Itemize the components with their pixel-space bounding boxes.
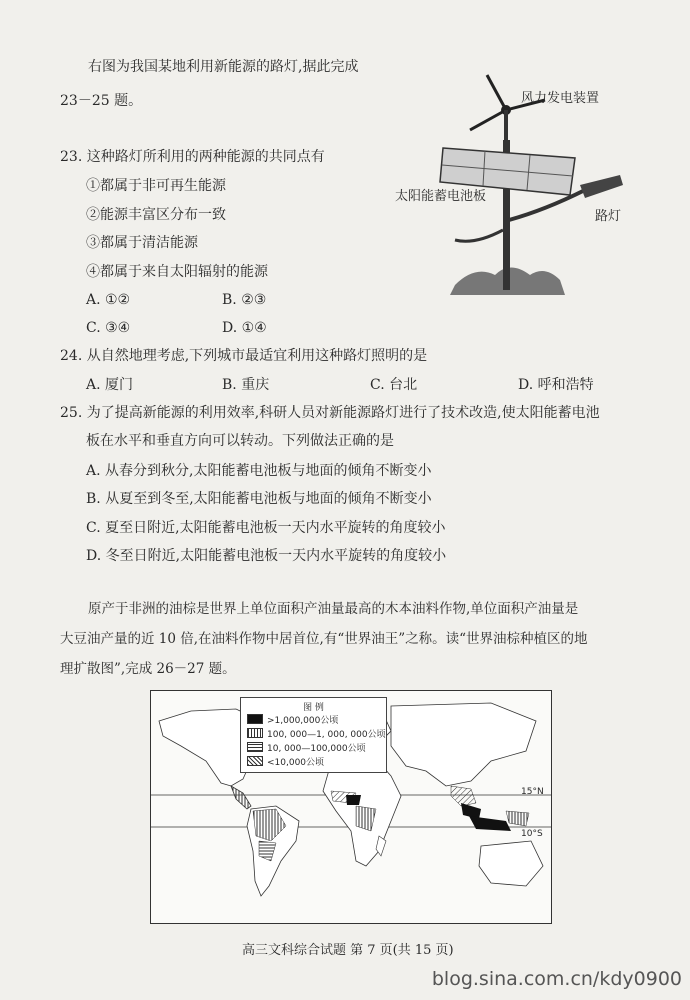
turbine-blade-2 — [470, 110, 506, 130]
q24-option-d: D. 呼和浩特 — [518, 377, 594, 393]
q23-option-c: C. ③④ — [86, 320, 131, 336]
legend-label-2: 100, 000—1, 000, 000公顷 — [267, 729, 386, 740]
passage-line-3: 理扩散图”,完成 26－27 题。 — [60, 661, 236, 677]
q23-stem: 23. 这种路灯所利用的两种能源的共同点有 — [60, 149, 325, 165]
australia — [479, 841, 543, 886]
q23-item-4: ④都属于来自太阳辐射的能源 — [86, 264, 268, 280]
legend-row-4 — [247, 755, 324, 767]
central-america — [231, 786, 251, 809]
street-lamp-illustration — [395, 70, 645, 295]
southeast-asia-plantation — [451, 786, 476, 806]
q25-stem-line-1: 25. 为了提高新能源的利用效率,科研人员对新能源路灯进行了技术改造,使太阳能蓄电池 — [60, 405, 600, 421]
passage-line-1: 原产于非洲的油棕是世界上单位面积产油量最高的木本油料作物,单位面积产油量是 — [88, 601, 579, 617]
legend-swatch-solid — [247, 714, 263, 724]
q23-option-d: D. ①④ — [222, 320, 267, 336]
q23-option-a: A. ①② — [86, 292, 131, 308]
legend-title: 图 例 — [303, 703, 324, 713]
q24-option-b: B. 重庆 — [222, 377, 270, 393]
q23-item-3: ③都属于清洁能源 — [86, 235, 198, 251]
lamp-arm — [509, 190, 585, 220]
legend-swatch-vertical — [247, 728, 263, 738]
turbine-blade-1 — [487, 75, 506, 110]
lat-10s-label: 10°S — [521, 829, 543, 839]
q25-option-a: A. 从春分到秋分,太阳能蓄电池板与地面的倾角不断变小 — [86, 463, 432, 479]
legend-row-2 — [247, 727, 386, 739]
lat-15n-label: 15°N — [521, 787, 544, 797]
legend-row-3 — [247, 741, 366, 753]
nigeria-plantation — [346, 795, 361, 805]
lamp-arm-decor — [455, 230, 503, 241]
q25-option-c: C. 夏至日附近,太阳能蓄电池板一天内水平旋转的角度较小 — [86, 520, 446, 536]
legend-label-3: 10, 000—100,000公顷 — [267, 743, 366, 754]
legend-label-4: <10,000公顷 — [267, 757, 325, 768]
indonesia-plantation — [469, 816, 511, 831]
intro-line-1: 右图为我国某地利用新能源的路灯,据此完成 — [88, 59, 359, 75]
q23-item-2: ②能源丰富区分布一致 — [86, 207, 226, 223]
legend-label-1: >1,000,000公顷 — [267, 715, 339, 726]
blog-watermark: blog.sina.com.cn/kdy0900 — [431, 968, 682, 990]
q25-option-d: D. 冬至日附近,太阳能蓄电池板一天内水平旋转的角度较小 — [86, 548, 447, 564]
passage-line-2: 大豆油产量的近 10 倍,在油料作物中居首位,有“世界油王”之称。读“世界油棕种植区的地 — [60, 631, 588, 647]
q24-stem: 24. 从自然地理考虑,下列城市最适宜利用这种路灯照明的是 — [60, 348, 428, 364]
q23-item-1: ①都属于非可再生能源 — [86, 178, 226, 194]
page-footer: 高三文科综合试题 第 7 页(共 15 页) — [242, 943, 454, 958]
intro-line-2: 23－25 题。 — [60, 93, 143, 109]
q24-option-c: C. 台北 — [370, 377, 418, 393]
q24-option-a: A. 厦门 — [86, 377, 134, 393]
street-lamp-drawing — [395, 70, 645, 295]
solar-panel-label: 太阳能蓄电池板 — [395, 189, 487, 204]
asia — [391, 703, 536, 786]
q25-option-b: B. 从夏至到冬至,太阳能蓄电池板与地面的倾角不断变小 — [86, 491, 432, 507]
wind-turbine-label: 风力发电装置 — [521, 91, 600, 106]
map-legend — [240, 697, 387, 773]
q25-stem-line-2: 板在水平和垂直方向可以转动。下列做法正确的是 — [86, 433, 394, 449]
legend-swatch-horizontal — [247, 742, 263, 752]
png-plantation — [506, 811, 529, 826]
lamp-label: 路灯 — [595, 209, 622, 224]
legend-swatch-diagonal — [247, 756, 263, 766]
legend-row-1 — [247, 713, 338, 725]
lamp-head — [580, 175, 623, 198]
q23-option-b: B. ②③ — [222, 292, 267, 308]
